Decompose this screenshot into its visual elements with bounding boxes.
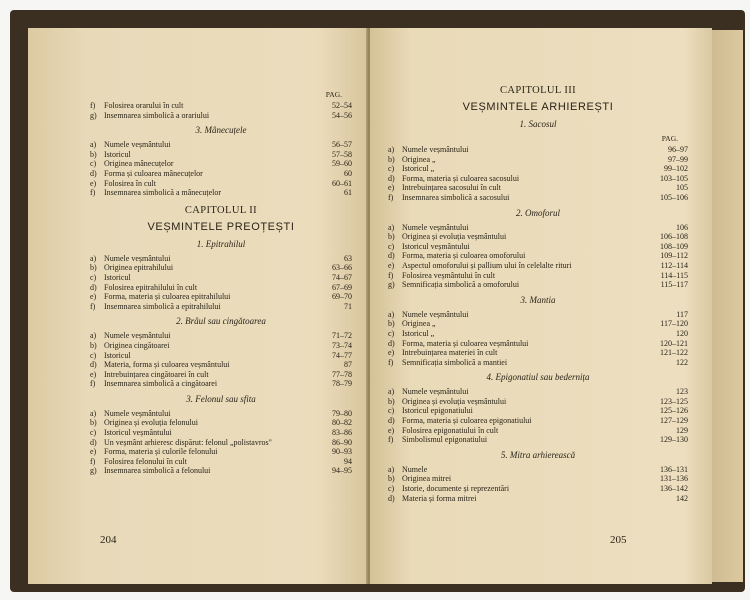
chapter-label: CAPITOLUL III [499, 85, 577, 96]
item-title: Numele veșmântului [402, 222, 469, 232]
item-letter: f) [388, 270, 394, 280]
toc-row [90, 150, 352, 160]
item-title: Numele veșmântului [402, 387, 469, 397]
item-letter: e) [388, 348, 395, 358]
item-title: Insemnarea simbolică a sacosului [402, 192, 510, 202]
right-toc-column [388, 84, 688, 503]
item-pages: 106 [676, 222, 688, 232]
item-title: Istoricul „ [402, 164, 435, 174]
chapter-label: CAPITOLUL II [184, 204, 258, 216]
item-pages: 94 [344, 456, 352, 466]
item-title: Materia și forma mitrei [402, 493, 477, 503]
item-title: Forma, materia și culoarea veșmântului [402, 338, 529, 348]
item-pages: 69–70 [332, 292, 352, 302]
item-pages: 71 [344, 301, 352, 311]
item-letter: e) [90, 369, 97, 379]
item-letter: a) [388, 464, 395, 474]
section-title: 3. Felonul sau sfita [186, 393, 256, 404]
item-letter: c) [388, 241, 395, 251]
item-title: Insemnarea simbolică a orariului [104, 110, 210, 120]
item-pages: 99–102 [664, 164, 688, 174]
item-pages: 74–67 [332, 272, 352, 282]
item-pages: 87 [344, 360, 352, 370]
item-title: Istoricul [104, 272, 131, 282]
item-letter: e) [388, 425, 395, 435]
item-pages: 61 [344, 188, 352, 198]
item-title: Numele veșmântului [402, 145, 469, 154]
toc-row [388, 484, 688, 494]
item-letter: d) [388, 173, 395, 183]
pag-label: PAG. [661, 134, 678, 143]
toc-row [388, 183, 688, 193]
toc-row [388, 494, 688, 504]
item-title: Originea mânecuțelor [104, 159, 174, 169]
item-title: Un veșmânt arhieresc dispărut: felonul „polistavros" [104, 437, 272, 447]
item-title: Numele veșmântului [104, 408, 171, 418]
toc-row [388, 193, 688, 203]
item-pages: 57–58 [332, 149, 352, 159]
item-pages: 108–109 [660, 241, 688, 251]
item-letter: c) [388, 406, 395, 416]
item-title: Forma, materia și culoarea epitrahilului [104, 292, 231, 302]
item-pages: 125–126 [660, 406, 688, 416]
toc-row [90, 169, 352, 179]
item-title: Istoricul [104, 350, 131, 360]
item-letter: a) [388, 222, 395, 232]
toc-row [388, 474, 688, 484]
item-title: Originea și evoluția veșmântului [402, 232, 507, 242]
lead-rows [90, 101, 352, 120]
toc-row [388, 435, 688, 445]
item-letter: g) [90, 110, 97, 120]
item-letter: b) [388, 154, 395, 164]
toc-row [388, 426, 688, 436]
item-title: Numele veșmântului [104, 331, 171, 341]
item-pages: 136–131 [660, 464, 688, 474]
item-pages: 90–93 [332, 447, 352, 457]
right-page [370, 28, 712, 584]
item-letter: a) [90, 253, 97, 263]
item-letter: e) [90, 447, 97, 457]
item-pages: 117 [676, 309, 688, 319]
item-title: Istoricul epigonatiului [402, 406, 473, 416]
item-letter: a) [90, 331, 97, 341]
toc-row [90, 292, 352, 302]
item-title: Insemnarea simbolică a felonului [104, 466, 211, 476]
item-letter: b) [388, 396, 395, 406]
item-letter: f) [90, 379, 96, 389]
item-title: Aspectul omoforului și pallium ului în celelalte rituri [402, 260, 572, 270]
item-letter: d) [90, 282, 97, 292]
item-title: Originea epitrahilului [104, 263, 174, 273]
item-letter: b) [388, 474, 395, 484]
item-title: Istoricul [104, 149, 131, 159]
toc-row [388, 416, 688, 426]
item-pages: 73–74 [332, 340, 352, 350]
item-title: Numele [402, 464, 428, 474]
item-title: Intrebuințarea sacosului în cult [402, 183, 501, 193]
toc-row [90, 188, 352, 198]
item-title: Insemnarea simbolică a mânecuțelor [104, 188, 222, 198]
item-title: Istoricul veșmântului [104, 428, 172, 438]
item-pages: 79–80 [332, 408, 352, 418]
item-pages: 109–112 [660, 251, 688, 261]
item-title: Numele veșmântului [104, 253, 171, 263]
item-title: Semnificația simbolică a mantiei [402, 357, 508, 367]
left-page [28, 28, 368, 584]
toc-row [388, 387, 688, 397]
toc-row [90, 341, 352, 351]
toc-row [90, 360, 352, 370]
section-title: 4. Epigonatiul sau bedernița [486, 372, 590, 383]
item-letter: d) [388, 338, 395, 348]
item-letter: f) [90, 188, 96, 198]
page-number: 205 [610, 534, 627, 546]
section-title: 1. Epitrahilul [196, 238, 246, 249]
item-title: Folosirea epigonatiului în cult [402, 425, 499, 435]
toc-row [90, 302, 352, 312]
item-pages: 56–57 [332, 140, 352, 150]
item-letter: c) [90, 428, 97, 438]
item-letter: e) [90, 292, 97, 302]
left-sections [90, 125, 352, 198]
toc-row [90, 254, 352, 264]
toc-row [388, 348, 688, 358]
toc-row [388, 465, 688, 475]
item-pages: 142 [676, 493, 688, 503]
item-pages: 105–106 [660, 192, 688, 202]
toc-row [90, 370, 352, 380]
item-pages: 52–54 [332, 101, 352, 110]
toc-row [388, 242, 688, 252]
item-title: Forma, materia și culorile felonului [104, 447, 218, 457]
item-pages: 54–56 [332, 110, 352, 120]
toc-row [388, 174, 688, 184]
item-pages: 60 [344, 168, 352, 178]
section-title: 1. Sacosul [519, 119, 557, 129]
item-pages: 96–97 [668, 145, 688, 154]
item-title: Intrebuințarea materiei în cult [402, 348, 498, 358]
item-pages: 63 [344, 253, 352, 263]
item-title: Originea și evoluția felonului [104, 418, 198, 428]
item-pages: 63–66 [332, 263, 352, 273]
item-pages: 115–117 [660, 280, 688, 290]
toc-row [90, 447, 352, 457]
toc-row [388, 397, 688, 407]
item-title: Originea cingătoarei [104, 340, 170, 350]
item-letter: a) [388, 145, 395, 154]
toc-row [90, 466, 352, 476]
toc-row [388, 406, 688, 416]
item-pages: 106–108 [660, 232, 688, 242]
item-letter: b) [388, 319, 395, 329]
item-title: Folosirea veșmântului în cult [402, 270, 496, 280]
toc-row [90, 428, 352, 438]
item-letter: f) [388, 435, 394, 445]
item-letter: d) [90, 168, 97, 178]
toc-row [90, 111, 352, 121]
toc-row [90, 283, 352, 293]
toc-row [388, 271, 688, 281]
item-title: Originea „ [402, 154, 436, 164]
item-title: Folosirea orarului în cult [104, 101, 184, 110]
toc-row [90, 101, 352, 111]
item-letter: f) [90, 456, 96, 466]
item-title: Semnificația simbolică a omoforului [402, 280, 520, 290]
section-title: 3. Mantia [520, 294, 556, 305]
item-letter: f) [90, 101, 96, 110]
item-title: Istoricul veșmântului [402, 241, 470, 251]
item-title: Numele veșmântului [104, 140, 171, 150]
toc-row [90, 179, 352, 189]
item-letter: e) [388, 260, 395, 270]
item-pages: 97–99 [668, 154, 688, 164]
section-title: 2. Brâul sau cingătoarea [176, 316, 266, 327]
item-pages: 94–95 [332, 466, 352, 476]
item-letter: d) [388, 416, 395, 426]
toc-row [90, 263, 352, 273]
item-letter: a) [388, 309, 395, 319]
item-pages: 129–130 [660, 435, 688, 445]
item-pages: 77–78 [332, 369, 352, 379]
item-letter: a) [388, 387, 395, 397]
item-pages: 121–122 [660, 348, 688, 358]
item-letter: b) [90, 340, 97, 350]
toc-row [388, 310, 688, 320]
item-letter: c) [388, 484, 395, 494]
item-title: Originea și evoluția veșmântului [402, 396, 507, 406]
item-pages: 60–61 [332, 178, 352, 188]
toc-row [388, 329, 688, 339]
item-pages: 131–136 [660, 474, 688, 484]
item-pages: 80–82 [332, 418, 352, 428]
item-letter: c) [90, 350, 97, 360]
toc-row [388, 339, 688, 349]
item-pages: 129 [676, 425, 688, 435]
item-title: Insemnarea simbolică a epitrahilului [104, 301, 221, 311]
toc-row [388, 261, 688, 271]
toc-row [90, 159, 352, 169]
item-letter: d) [388, 493, 395, 503]
toc-row [388, 223, 688, 233]
item-letter: c) [388, 164, 395, 174]
item-title: Istoricul „ [402, 328, 435, 338]
toc-row [388, 232, 688, 242]
item-letter: b) [388, 232, 395, 242]
toc-row [90, 331, 352, 341]
item-title: Materia, forma și culoarea veșmântului [104, 360, 230, 370]
item-pages: 123 [676, 387, 688, 397]
item-pages: 120–121 [660, 338, 688, 348]
toc-row [90, 273, 352, 283]
item-title: Forma și culoarea mânecuțelor [104, 168, 203, 178]
item-title: Originea „ [402, 319, 436, 329]
item-pages: 112–114 [660, 260, 688, 270]
toc-row [90, 379, 352, 389]
item-title: Forma, materia și culoarea omoforului [402, 251, 526, 261]
toc-row [388, 358, 688, 368]
item-pages: 105 [676, 183, 688, 193]
item-title: Numele veșmântului [402, 309, 469, 319]
item-letter: f) [90, 301, 96, 311]
item-letter: f) [388, 357, 394, 367]
toc-row [388, 145, 688, 155]
item-pages: 71–72 [332, 331, 352, 341]
item-letter: e) [90, 178, 97, 188]
right-sections [388, 119, 688, 503]
pag-label: PAG. [325, 90, 342, 99]
item-pages: 120 [676, 328, 688, 338]
item-pages: 86–90 [332, 437, 352, 447]
item-letter: f) [388, 192, 394, 202]
chapter-title: VEȘMINTELE ARHIEREȘTI [462, 101, 614, 113]
item-title: Insemnarea simbolică a cingătoarei [104, 379, 218, 389]
item-pages: 67–69 [332, 282, 352, 292]
chapter-sections [90, 239, 352, 476]
section-title: 5. Mitra arhierească [500, 449, 576, 460]
item-pages: 117–120 [660, 319, 688, 329]
item-letter: b) [90, 418, 97, 428]
toc-row [90, 418, 352, 428]
item-title: Folosirea epitrahilului în cult [104, 282, 198, 292]
item-pages: 83–86 [332, 428, 352, 438]
item-title: Intrebuințarea cingătoarei în cult [104, 369, 209, 379]
toc-row [388, 280, 688, 290]
item-pages: 114–115 [660, 270, 688, 280]
toc-row [388, 164, 688, 174]
toc-row [90, 409, 352, 419]
toc-row [90, 351, 352, 361]
item-letter: c) [90, 159, 97, 169]
item-letter: d) [388, 251, 395, 261]
toc-row [388, 251, 688, 261]
section-title: 2. Omoforul [515, 207, 560, 218]
item-pages: 78–79 [332, 379, 352, 389]
item-letter: d) [90, 437, 97, 447]
left-toc-column [90, 90, 352, 476]
item-letter: a) [90, 140, 97, 150]
item-letter: g) [90, 466, 97, 476]
item-pages: 123–125 [660, 396, 688, 406]
toc-row [90, 438, 352, 448]
toc-row [90, 140, 352, 150]
toc-row [90, 457, 352, 467]
item-letter: g) [388, 280, 395, 290]
item-letter: b) [90, 149, 97, 159]
section-title: 3. Mânecuțele [195, 125, 247, 136]
item-letter: e) [388, 183, 395, 193]
item-title: Forma, materia și culoarea epigonatiului [402, 416, 532, 426]
item-title: Originea mitrei [402, 474, 452, 484]
chapter-title: VEȘMINTELE PREOȚEȘTI [147, 220, 295, 233]
item-pages: 103–105 [660, 173, 688, 183]
item-pages: 127–129 [660, 416, 688, 426]
toc-row [388, 155, 688, 165]
item-letter: c) [388, 328, 395, 338]
item-title: Forma, materia și culoarea sacosului [402, 173, 520, 183]
toc-row [388, 319, 688, 329]
item-letter: b) [90, 263, 97, 273]
item-pages: 122 [676, 357, 688, 367]
open-book [10, 10, 745, 592]
item-pages: 136–142 [660, 484, 688, 494]
item-title: Folosirea felonului în cult [104, 456, 187, 466]
item-title: Simbolismul epigonatiului [402, 435, 488, 445]
item-title: Istorie, documente și reprezentări [402, 484, 510, 494]
item-title: Folosirea în cult [104, 178, 156, 188]
item-pages: 59–60 [332, 159, 352, 169]
item-letter: c) [90, 272, 97, 282]
item-pages: 74–77 [332, 350, 352, 360]
page-number: 204 [100, 534, 117, 546]
item-letter: d) [90, 360, 97, 370]
item-letter: a) [90, 408, 97, 418]
